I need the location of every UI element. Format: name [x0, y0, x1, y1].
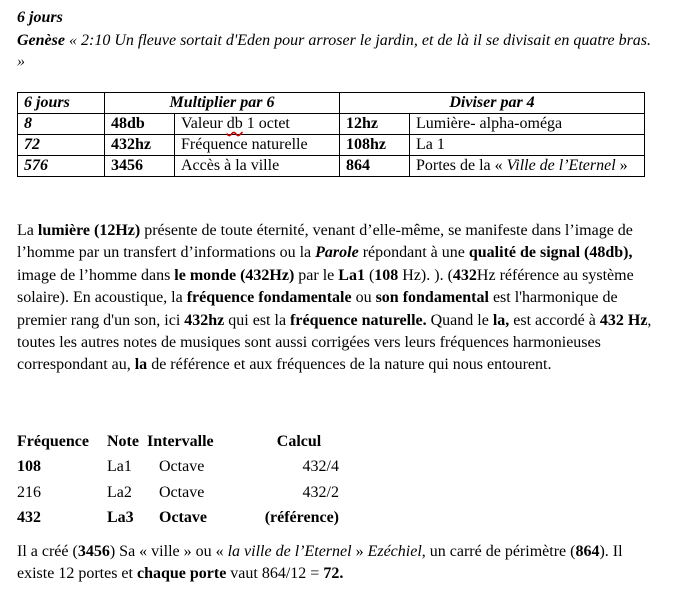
text-bold: lumière (12Hz)	[37, 222, 141, 239]
table-row	[18, 156, 645, 177]
freq-header: Fréquence	[17, 432, 89, 450]
note-value: La2	[107, 483, 132, 501]
div-desc-post: »	[619, 157, 628, 174]
spellcheck-underline: db	[226, 115, 243, 132]
text-bold: le monde (432Hz)	[174, 266, 295, 284]
table-row	[18, 114, 645, 135]
text-italic: la ville de l’Eternel	[227, 543, 352, 560]
text-bold: 432hz	[184, 311, 225, 329]
mult-cell: 432hz	[105, 135, 175, 156]
closing-paragraph	[17, 541, 662, 585]
text-bold: 108	[374, 266, 399, 284]
text-run: »	[351, 543, 368, 560]
note-header: Note	[107, 432, 139, 450]
freq-value: 108	[17, 458, 41, 476]
text-bold: 72.	[323, 565, 344, 582]
mult-cell: 3456	[105, 156, 175, 177]
text-run: Hz). ). (	[398, 266, 453, 284]
mult-cell: 48db	[105, 114, 175, 135]
header-divide: Diviser par 4	[340, 93, 645, 114]
days-cell: 8	[18, 114, 105, 135]
text-run: (	[364, 266, 375, 284]
div-desc-cell: La 1	[410, 135, 645, 156]
text-bold: chaque porte	[136, 565, 227, 582]
text-run: par le	[294, 266, 339, 284]
frequency-table	[17, 429, 339, 531]
header-multiply: Multiplier par 6	[105, 93, 340, 114]
freq-row	[17, 506, 339, 532]
div-cell: 864	[340, 156, 410, 177]
body-paragraph	[17, 220, 657, 377]
table-row	[18, 135, 645, 156]
text-run: est accordé à	[509, 311, 600, 329]
text-run: ) Sa « ville » ou «	[109, 543, 228, 560]
text-run: , toutes les autres notes de musiques sont aussi corrigées vers leurs fréquences harmonieuses correspondant au,	[17, 311, 652, 374]
text-bold-italic: Parole	[315, 244, 359, 262]
text-bold: 432 Hz	[599, 311, 648, 329]
div-desc-pre: Portes de la «	[416, 157, 503, 174]
freq-row	[17, 480, 339, 506]
text-run: de référence et aux fréquences de la nature qui nous entourent.	[147, 356, 552, 374]
days-table	[17, 92, 645, 177]
header-days: 6 jours	[18, 93, 105, 114]
calc-value: 432/2	[302, 483, 339, 501]
calc-value: 432/4	[302, 458, 339, 476]
mult-desc-cell: Accès à la ville	[175, 156, 340, 177]
div-desc-cell	[410, 156, 645, 177]
text-bold: 3456	[77, 543, 110, 560]
text-run: , un carré de périmètre (	[421, 543, 576, 560]
interval-value: Octave	[159, 483, 205, 501]
verse-book: Genèse	[17, 32, 65, 49]
text-run: image de l’homme dans	[17, 266, 175, 284]
text-bold: fréquence naturelle.	[290, 311, 427, 329]
freq-header-row	[17, 429, 339, 455]
note-value: La1	[107, 458, 132, 476]
text-run: Quand le	[426, 311, 493, 329]
text-bold: la	[134, 356, 148, 374]
text-run: vaut 864/12 =	[226, 565, 324, 582]
interval-value: Octave	[159, 509, 207, 527]
text-run: répondant à une	[358, 244, 469, 262]
calc-value: (référence)	[264, 509, 339, 527]
div-desc-italic: Ville de l’Eternel	[506, 157, 616, 174]
interval-value: Octave	[159, 458, 205, 476]
text-bold: fréquence fondamentale	[186, 289, 352, 307]
text-run: ou	[351, 289, 376, 307]
page-title: 6 jours	[17, 9, 63, 26]
mult-desc: Valeur db 1 octet	[181, 115, 290, 132]
text-run: La	[17, 222, 38, 239]
text-bold: 432	[452, 266, 477, 284]
text-run: ). Il existe 12 portes et	[17, 543, 623, 582]
text-bold: 864	[575, 543, 600, 560]
text-italic: Ezéchiel	[367, 543, 422, 560]
freq-value: 216	[17, 483, 41, 501]
days-cell: 576	[18, 156, 105, 177]
div-cell: 12hz	[340, 114, 410, 135]
text-run: présente de toute éternité, venant d’elle-même, se manifeste dans l’image de l’homme par un transfert d’informations ou la	[17, 222, 633, 262]
text-run: est l'harmonique de premier rang d'un son, ici	[17, 289, 618, 329]
div-cell: 108hz	[340, 135, 410, 156]
verse-text: « 2:10 Un fleuve sortait d'Eden pour arroser le jardin, et de là il se divisait en quatre bras. »	[17, 32, 652, 70]
bible-verse	[17, 30, 657, 72]
text-bold: qualité de signal (48db),	[468, 244, 633, 262]
mult-desc-cell: Fréquence naturelle	[175, 135, 340, 156]
freq-value: 432	[17, 509, 41, 527]
interval-header: Intervalle	[147, 432, 214, 450]
freq-row	[17, 455, 339, 481]
table-header-row	[18, 93, 645, 114]
days-cell: 72	[18, 135, 105, 156]
text-run: qui est la	[224, 311, 291, 329]
text-bold: La1	[338, 266, 365, 284]
calc-header: Calcul	[276, 432, 322, 450]
note-value: La3	[107, 509, 134, 527]
text-bold: son fondamental	[375, 289, 489, 307]
text-bold: la,	[492, 311, 510, 329]
text-run: Il a créé (	[17, 543, 78, 560]
text-run: Hz référence au système solaire). En acoustique, la	[17, 266, 634, 307]
div-desc-cell: Lumière- alpha-oméga	[410, 114, 645, 135]
mult-desc-cell	[175, 114, 340, 135]
